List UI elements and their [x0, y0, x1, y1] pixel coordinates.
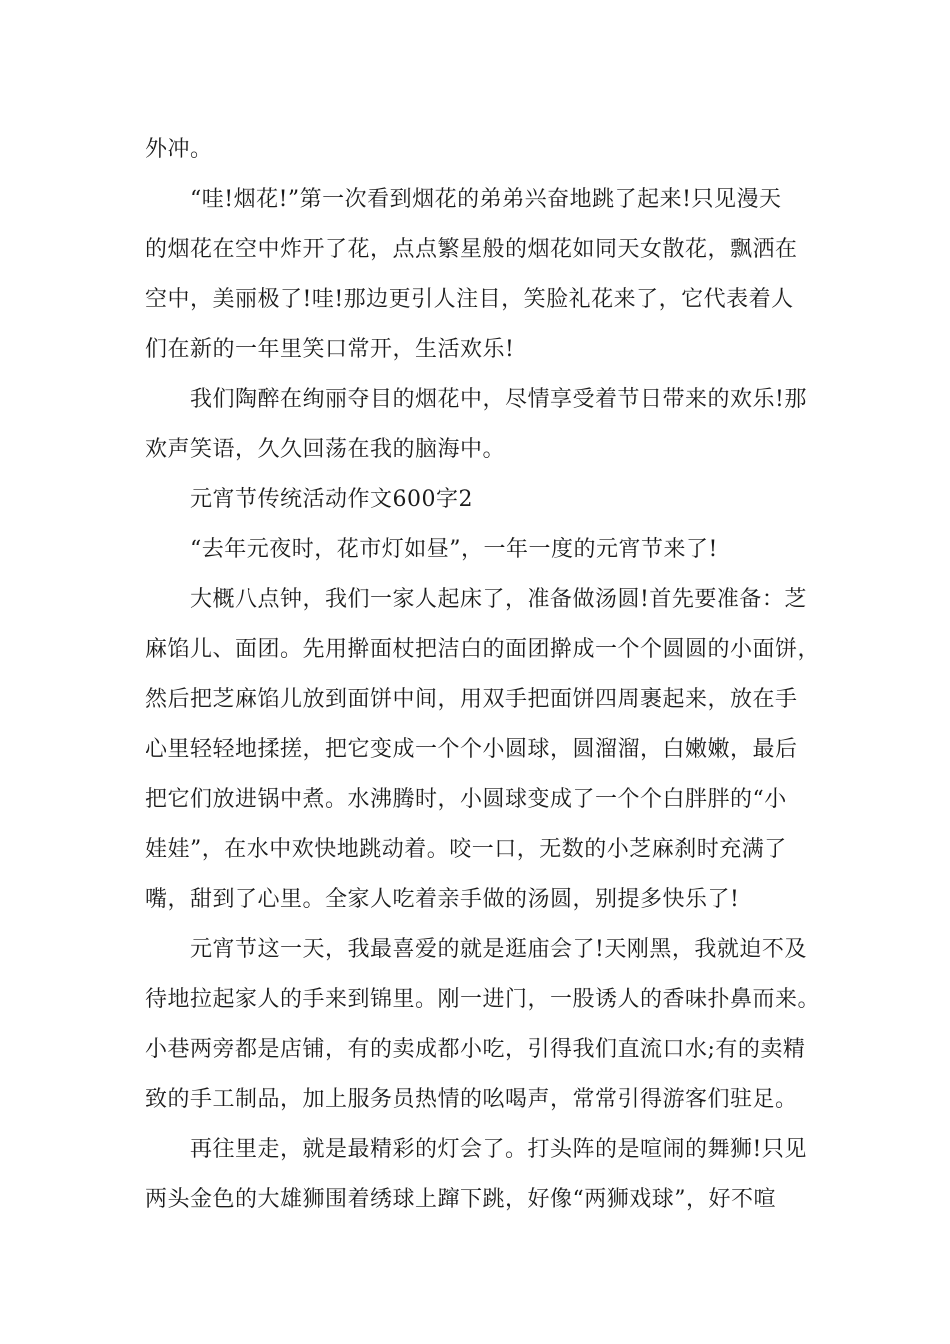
- text-line: 然后把芝麻馅儿放到面饼中间，用双手把面饼四周裹起来，放在手: [145, 687, 798, 712]
- text-line: 心里轻轻地揉搓，把它变成一个个小圆球，圆溜溜，白嫩嫩，最后: [145, 737, 798, 762]
- paragraph-start-line: 我们陶醉在绚丽夺目的烟花中，尽情享受着节日带来的欢乐!那: [190, 387, 807, 412]
- text-line: 们在新的一年里笑口常开，生活欢乐!: [145, 337, 515, 362]
- text-line: 外冲。: [145, 137, 213, 162]
- paragraph-start-line: 元宵节这一天，我最喜爱的就是逛庙会了!天刚黑，我就迫不及: [190, 937, 807, 962]
- text-line: 的烟花在空中炸开了花，点点繁星般的烟花如同天女散花，飘洒在: [145, 237, 798, 262]
- text-line: 欢声笑语，久久回荡在我的脑海中。: [145, 437, 506, 462]
- section-title: 元宵节传统活动作文600字2: [190, 487, 473, 512]
- text-line: 娃娃”，在水中欢快地跳动着。咬一口，无数的小芝麻刹时充满了: [145, 837, 787, 862]
- text-line: 空中，美丽极了!哇!那边更引人注目，笑脸礼花来了，它代表着人: [145, 287, 794, 312]
- text-line: 两头金色的大雄狮围着绣球上蹿下跳，好像“两狮戏球”，好不喧: [145, 1187, 776, 1212]
- text-line: 小巷两旁都是店铺，有的卖成都小吃，引得我们直流口水;有的卖精: [145, 1037, 806, 1062]
- text-line: 待地拉起家人的手来到锦里。刚一进门，一股诱人的香味扑鼻而来。: [145, 987, 821, 1012]
- text-line: 嘴，甜到了心里。全家人吃着亲手做的汤圆，别提多快乐了!: [145, 887, 740, 912]
- paragraph-start-line: 再往里走，就是最精彩的灯会了。打头阵的是喧闹的舞狮!只见: [190, 1137, 807, 1162]
- text-line: 致的手工制品，加上服务员热情的吆喝声，常常引得游客们驻足。: [145, 1087, 798, 1112]
- paragraph-start-line: “去年元夜时，花市灯如昼”，一年一度的元宵节来了!: [190, 537, 718, 562]
- text-line: 麻馅儿、面团。先用擀面杖把洁白的面团擀成一个个圆圆的小面饼，: [145, 637, 821, 662]
- paragraph-start-line: 大概八点钟，我们一家人起床了，准备做汤圆!首先要准备：芝: [190, 587, 807, 612]
- paragraph-start-line: “哇!烟花!”第一次看到烟花的弟弟兴奋地跳了起来!只见漫天: [190, 187, 782, 212]
- text-line: 把它们放进锅中煮。水沸腾时，小圆球变成了一个个白胖胖的“小: [145, 787, 787, 812]
